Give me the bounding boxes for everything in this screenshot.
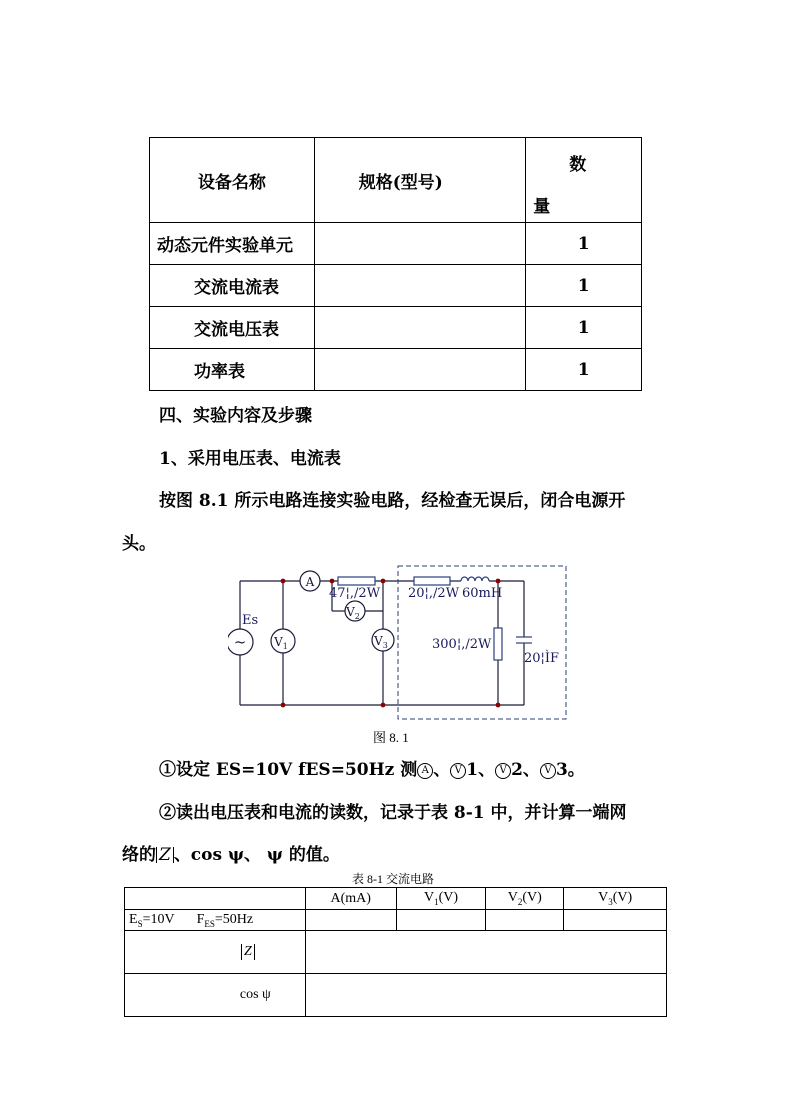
ammeter-icon: A bbox=[417, 763, 433, 779]
voltmeter-icon: V bbox=[540, 763, 556, 779]
circuit-diagram bbox=[228, 560, 578, 750]
step1-heading: 1、采用电压表、电流表 bbox=[159, 449, 341, 469]
header-qty: 数 量 bbox=[526, 138, 642, 223]
resistor-r2-label: 20¦,/2W bbox=[408, 586, 460, 601]
table-header-row bbox=[125, 888, 667, 910]
inductor-label: 60mH bbox=[462, 586, 503, 601]
cell-v1 bbox=[396, 910, 486, 931]
table-row bbox=[125, 931, 667, 974]
source-label: Es bbox=[242, 613, 259, 628]
equipment-name: 交流电压表 bbox=[150, 307, 315, 349]
table-row bbox=[125, 974, 667, 1017]
header-a: A(mA) bbox=[305, 888, 396, 910]
voltmeter-number: 1、 bbox=[466, 760, 496, 780]
voltmeter-v2-label: $V_2$ bbox=[346, 605, 360, 621]
table-title: 表 8-1 交流电路 bbox=[352, 872, 434, 886]
paragraph-line-1: 按图 8.1 所示电路连接实验电路，经检查无误后，闭合电源开 bbox=[159, 491, 626, 511]
equipment-qty: 1 bbox=[526, 307, 642, 349]
equipment-spec bbox=[314, 307, 526, 349]
equipment-name: 交流电流表 bbox=[150, 265, 315, 307]
row-condition: $E_S=10V$ $F_{ES}=50Hz$ bbox=[125, 910, 306, 931]
header-v1: $V_1(V)$ bbox=[396, 888, 486, 910]
cell-z-value bbox=[305, 931, 666, 974]
figure-caption: 图 8. 1 bbox=[373, 730, 409, 745]
header-spec: 规格(型号) bbox=[314, 138, 526, 223]
equipment-spec bbox=[314, 265, 526, 307]
equipment-qty: 1 bbox=[526, 265, 642, 307]
row-cos-label: cos ψ bbox=[125, 974, 306, 1017]
resistor-r3-label: 300¦,/2W bbox=[432, 637, 492, 652]
equipment-name: 动态元件实验单元 bbox=[150, 223, 315, 265]
inductor-coil bbox=[461, 577, 489, 581]
equipment-spec bbox=[314, 349, 526, 391]
table-row bbox=[150, 223, 642, 265]
voltmeter-icon: V bbox=[495, 763, 511, 779]
separator: 、 bbox=[433, 760, 451, 780]
cell-cos-value bbox=[305, 974, 666, 1017]
table-row bbox=[150, 265, 642, 307]
resistor-r2 bbox=[414, 577, 450, 585]
header-v2: $V_2(V)$ bbox=[486, 888, 564, 910]
header-v3: $V_3(V)$ bbox=[564, 888, 667, 910]
step-b-line-2 bbox=[122, 840, 340, 865]
voltmeter-v3-label: $V_3$ bbox=[374, 634, 388, 650]
resistor-r1-label: 47¦,/2W bbox=[329, 586, 381, 601]
step-b-suffix: 、cos ψ、 ψ 的值。 bbox=[173, 845, 340, 865]
step-a-prefix: ①设定 ES=10V fES=50Hz 测 bbox=[159, 760, 418, 780]
voltmeter-icon: V bbox=[450, 763, 466, 779]
paragraph-line-2: 头。 bbox=[122, 534, 156, 554]
cell-v3 bbox=[564, 910, 667, 931]
section-heading: 四、实验内容及步骤 bbox=[159, 406, 312, 426]
step-b-line-1: ②读出电压表和电流的读数，记录于表 8-1 中，并计算一端网 bbox=[159, 803, 627, 823]
header-empty bbox=[125, 888, 306, 910]
capacitor-label: 20¦ÌF bbox=[524, 651, 560, 666]
cell-v2 bbox=[486, 910, 564, 931]
step-b-prefix: 络的 bbox=[122, 845, 156, 865]
equipment-spec bbox=[314, 223, 526, 265]
table-row bbox=[125, 910, 667, 931]
table-row bbox=[150, 349, 642, 391]
source-symbol: ~ bbox=[233, 633, 247, 651]
equipment-name: 功率表 bbox=[150, 349, 315, 391]
equipment-qty: 1 bbox=[526, 349, 642, 391]
ac-circuit-table bbox=[124, 887, 667, 1017]
cell-a bbox=[305, 910, 396, 931]
voltmeter-number: 3。 bbox=[555, 760, 585, 780]
voltmeter-number: 2、 bbox=[511, 760, 540, 780]
resistor-r1 bbox=[338, 577, 375, 585]
equipment-qty: 1 bbox=[526, 223, 642, 265]
voltmeter-v1-label: $V_1$ bbox=[274, 635, 288, 651]
step-a-line bbox=[159, 755, 585, 780]
ammeter-label: A bbox=[305, 575, 315, 589]
impedance-symbol: Z bbox=[156, 847, 174, 863]
header-name: 设备名称 bbox=[150, 138, 315, 223]
row-z-label: Z bbox=[125, 931, 306, 974]
equipment-table bbox=[149, 137, 642, 391]
equipment-header-row bbox=[150, 138, 642, 223]
resistor-r3 bbox=[494, 628, 502, 660]
table-row bbox=[150, 307, 642, 349]
